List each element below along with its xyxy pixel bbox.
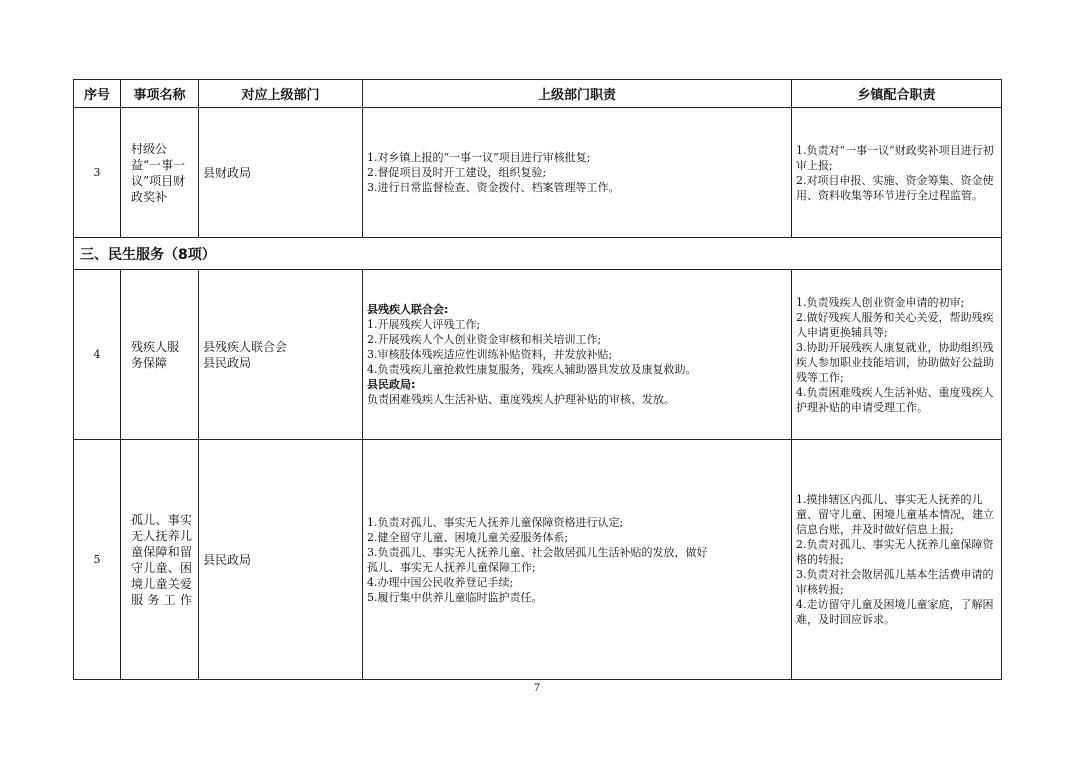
duty-line: 3.审核肢体残疾适应性训练补贴资料，并发放补贴; xyxy=(367,348,613,361)
row-seq: 5 xyxy=(74,440,121,680)
department-duties xyxy=(363,440,792,680)
duty-line: 2.督促项目及时开工建设，组织复验; xyxy=(367,166,547,179)
table-row xyxy=(74,440,1002,680)
header-department: 对应上级部门 xyxy=(199,80,363,108)
duty-line: 3.进行日常监督检查、资金拨付、档案管理等工作。 xyxy=(367,181,620,194)
department-line: 县残疾人联合会 xyxy=(203,339,288,354)
item-name: 残疾人服务保障 xyxy=(121,270,199,440)
duty-line: 1.对乡镇上报的“一事一议”项目进行审核批复; xyxy=(367,151,591,164)
page-number: 7 xyxy=(534,680,540,694)
section-row xyxy=(74,238,1002,270)
town-duties: 1.负责残疾人创业资金申请的初审; 2.做好残疾人服务和关心关爱，帮助残疾人申请更换辅具等; 3.协助开展残疾人康复就业，协助组织残疾人参加职业技能培训，协助做好公益助残等工作; 4.负责困难残疾人生活补贴、重度残疾人护理补贴的申请受理工作。 xyxy=(792,270,1002,440)
row-seq: 4 xyxy=(74,270,121,440)
header-town-duties: 乡镇配合职责 xyxy=(792,80,1002,108)
department xyxy=(199,108,363,238)
department xyxy=(199,270,363,440)
duty-line: 1.负责对孤儿、事实无人抚养儿童保障资格进行认定; xyxy=(367,515,624,529)
table-header-row xyxy=(74,80,1002,108)
header-department-duties: 上级部门职责 xyxy=(363,80,792,108)
header-item-name: 事项名称 xyxy=(121,80,199,108)
department-duties xyxy=(363,108,792,238)
town-duties: 1.摸排辖区内孤儿、事实无人抚养的儿童、留守儿童、困境儿童基本情况，建立信息台账，并及时做好信息上报; 2.负责对孤儿、事实无人抚养儿童保障资格的转报; 3.负责对社会散居孤儿基本生活费申请的审核转报; 4.走访留守儿童及困境儿童家庭，了解困难，及时回应诉求。 xyxy=(792,440,1002,680)
item-name: 孤儿、事实无人抚养儿童保障和留守儿童、困境儿童关爱服务工作 xyxy=(121,440,199,680)
section-title: 三、民生服务（8项） xyxy=(74,238,1002,270)
table-row xyxy=(74,270,1002,440)
duty-line: 3.负责孤儿、事实无人抚养儿童、社会散居孤儿生活补贴的发放，做好 xyxy=(367,545,708,559)
duty-line: 1.开展残疾人评残工作; xyxy=(367,318,481,331)
item-name: 村级公益“一事一议”项目财政奖补 xyxy=(121,108,199,238)
department xyxy=(199,440,363,680)
duty-line: 5.履行集中供养儿童临时监护责任。 xyxy=(367,590,543,604)
header-seq: 序号 xyxy=(74,80,121,108)
duty-line: 孤儿、事实无人抚养儿童保障工作; xyxy=(367,560,536,574)
department-duties xyxy=(363,270,792,440)
department-line: 县民政局 xyxy=(203,355,252,370)
duty-line: 2.健全留守儿童、困境儿童关爱服务体系; xyxy=(367,530,569,544)
town-duties: 1.负责对“一事一议”财政奖补项目进行初审上报; 2.对项目申报、实施、资金筹集、资金使用、资料收集等环节进行全过程监管。 xyxy=(792,108,1002,238)
duty-line: 2.开展残疾人个人创业资金审核和相关培训工作; xyxy=(367,333,602,346)
row-seq: 3 xyxy=(74,108,121,238)
duty-line: 负责困难残疾人生活补贴、重度残疾人护理补贴的审核、发放。 xyxy=(367,393,675,406)
duty-group-title: 县民政局: xyxy=(367,378,416,391)
department-line: 县民政局 xyxy=(203,552,252,567)
responsibility-table xyxy=(73,79,1002,680)
table-row xyxy=(74,108,1002,238)
duty-line: 4.负责残疾儿童抢救性康复服务，残疾人辅助器具发放及康复救助。 xyxy=(367,363,697,376)
duty-group-title: 县残疾人联合会: xyxy=(367,303,449,316)
duty-line: 4.办理中国公民收养登记手续; xyxy=(367,575,514,589)
department-line: 县财政局 xyxy=(203,165,252,180)
